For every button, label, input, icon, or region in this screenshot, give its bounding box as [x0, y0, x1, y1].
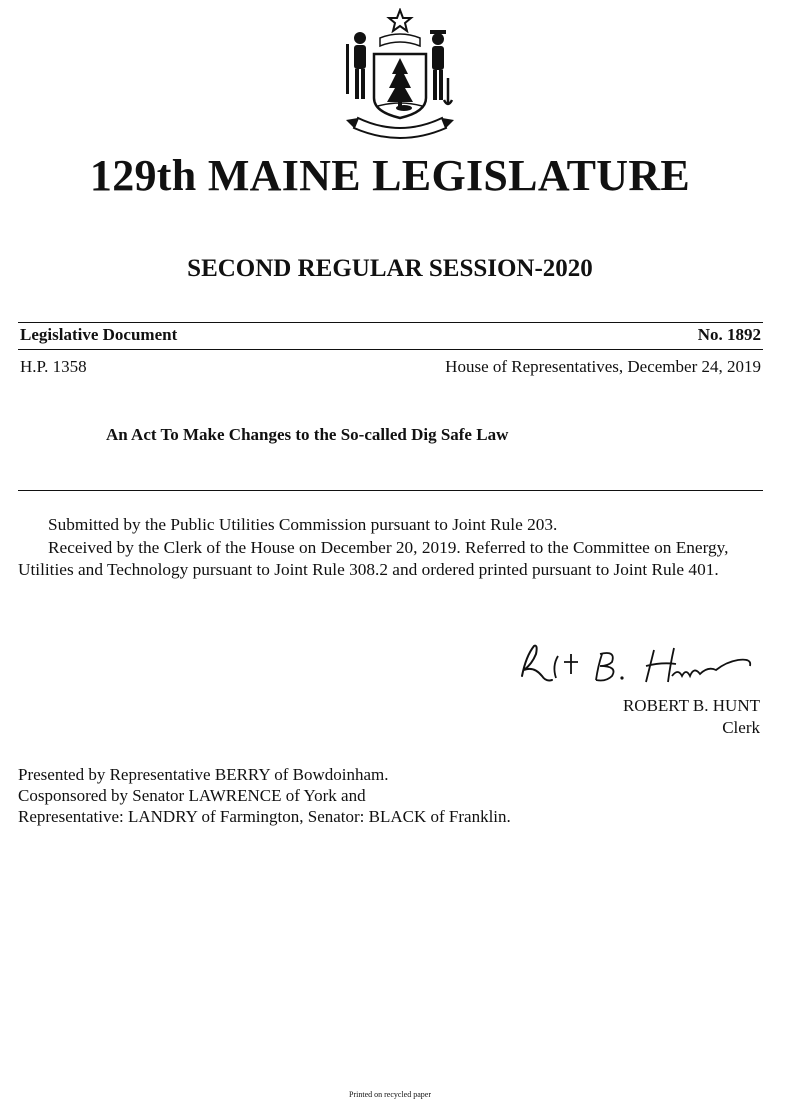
divider-top [18, 322, 763, 323]
clerk-title: Clerk [722, 718, 760, 737]
legislature-title: 129th MAINE LEGISLATURE [89, 151, 691, 200]
seal-dirigo-banner [380, 34, 420, 46]
seal-maine-ribbon [354, 118, 446, 138]
maine-state-seal [340, 8, 460, 140]
clerk-name: ROBERT B. HUNT [622, 696, 760, 715]
divider-bottom [18, 490, 763, 491]
submitted-paragraph: Submitted by the Public Utilities Commission pursuant to Joint Rule 203. [48, 515, 558, 534]
document-number: No. 1892 [697, 325, 761, 344]
act-title: An Act To Make Changes to the So-called Dig Safe Law [106, 425, 509, 444]
chamber-date: House of Representatives, December 24, 2019 [445, 357, 761, 376]
cosponsored-by: Cosponsored by Senator LAWRENCE of York and [18, 786, 366, 805]
hp-number: H.P. 1358 [20, 357, 87, 376]
additional-sponsors: Representative: LANDRY of Farmington, Senator: BLACK of Franklin. [18, 807, 511, 826]
seal-seaman-figure [430, 30, 452, 104]
recycled-paper-note: Printed on recycled paper [349, 1090, 431, 1099]
seal-star [389, 10, 411, 31]
document-type-label: Legislative Document [20, 325, 178, 344]
received-paragraph: Received by the Clerk of the House on December 20, 2019. Referred to the Committee on Energy, Utilities and Technology pursuant to Joint Rule 308.2 and ordered printed pursuant to Joint Rule 401. [18, 537, 729, 579]
seal-farmer-figure [346, 32, 366, 99]
referral-text [18, 514, 763, 582]
presented-by: Presented by Representative BERRY of Bowdoinham. [18, 765, 389, 784]
divider-middle [18, 349, 763, 350]
clerk-signature [512, 636, 762, 694]
sponsors-block [18, 764, 763, 827]
session-heading: SECOND REGULAR SESSION-2020 [187, 255, 593, 282]
